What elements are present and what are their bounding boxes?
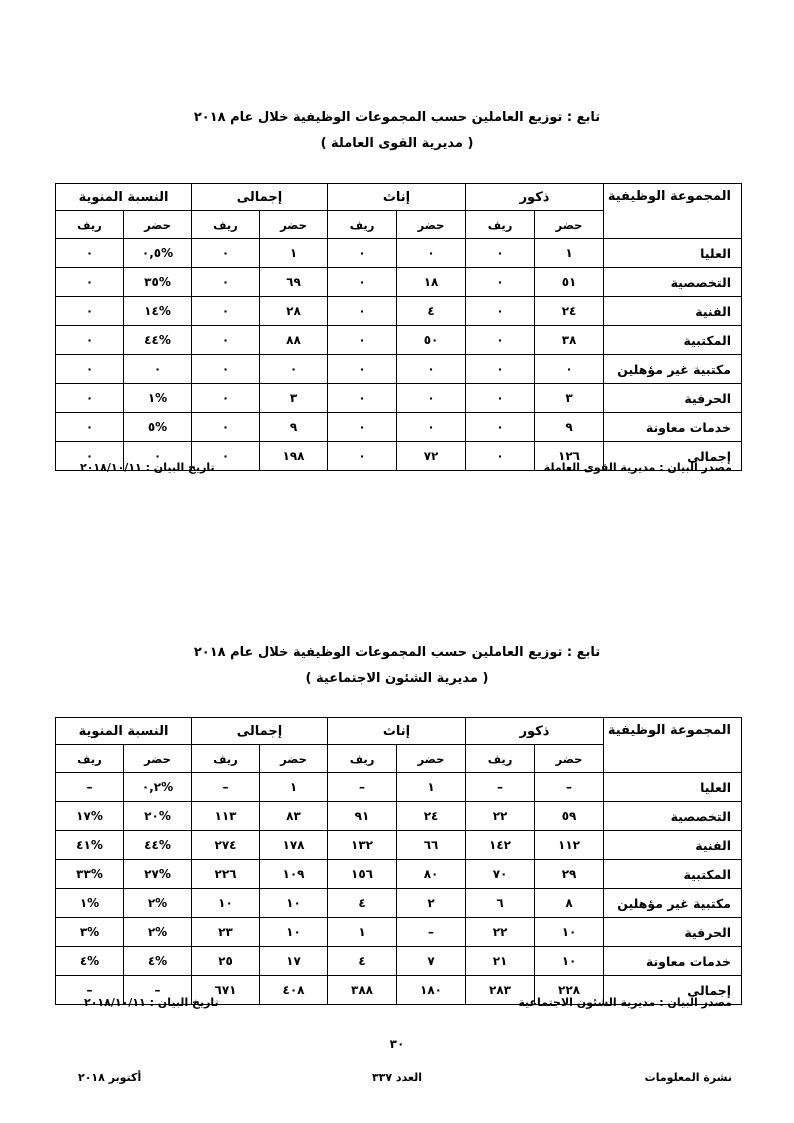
row-group-label: التخصصية	[604, 802, 742, 831]
header-males: ذكور	[466, 184, 604, 211]
header-females: إناث	[328, 184, 466, 211]
table-cell: %٤١	[56, 831, 124, 860]
table-cell: ٧٠	[466, 860, 535, 889]
table-cell: ٦٩	[260, 268, 328, 297]
subheader-urban: حضر	[260, 211, 328, 239]
table-cell: ١٨	[397, 268, 466, 297]
table-cell: ٨	[535, 889, 604, 918]
row-group-label: العليا	[604, 239, 742, 268]
table-cell: ٢٢	[466, 918, 535, 947]
subheader-rural: ريف	[328, 745, 397, 773]
table-cell: ٠	[192, 355, 260, 384]
table-cell: ٠	[56, 297, 124, 326]
table-cell: ٥٩	[535, 802, 604, 831]
table-cell: ٦	[466, 889, 535, 918]
table-cell: %٠,٥	[124, 239, 192, 268]
table-cell: ١	[535, 239, 604, 268]
table-cell: %٢	[124, 889, 192, 918]
table2-date: تاريخ البيان : ٢٠١٨/١٠/١١	[84, 996, 219, 1009]
table-row	[56, 802, 742, 831]
subheader-rural: ريف	[328, 211, 397, 239]
table-cell: ٠	[56, 326, 124, 355]
table-cell: ١١٣	[192, 802, 260, 831]
table-cell: ٨٠	[397, 860, 466, 889]
table-cell: %٣	[56, 918, 124, 947]
table-row	[56, 326, 742, 355]
table-row	[56, 355, 742, 384]
subheader-urban: حضر	[535, 211, 604, 239]
table-cell: –	[535, 773, 604, 802]
subheader-rural: ريف	[56, 211, 124, 239]
table-cell: ٠	[56, 239, 124, 268]
table-cell: –	[192, 773, 260, 802]
subheader-urban: حضر	[397, 211, 466, 239]
table-cell: ٦٧١	[192, 976, 260, 1005]
table-cell: ٠	[328, 268, 397, 297]
table2	[55, 717, 742, 1005]
table-cell: ١	[397, 773, 466, 802]
row-group-label: العليا	[604, 773, 742, 802]
table-cell: –	[397, 918, 466, 947]
row-group-label: مكتبية غير مؤهلين	[604, 355, 742, 384]
table1-source: مصدر البيان : مديرية القوى العاملة	[543, 461, 732, 474]
header-percent: النسبة المنوية	[56, 184, 192, 211]
table-cell: ٢٥	[192, 947, 260, 976]
table-cell: ٠	[56, 384, 124, 413]
subheader-urban: حضر	[124, 211, 192, 239]
row-group-label: إجمالى	[604, 442, 742, 471]
row-group-label: الفنية	[604, 297, 742, 326]
table-cell: ١	[260, 773, 328, 802]
table-cell: ١٠	[535, 947, 604, 976]
table-cell: ٧	[397, 947, 466, 976]
table-cell: ٢٨٣	[466, 976, 535, 1005]
table-cell: ٢١	[466, 947, 535, 976]
table-cell: %١٤	[124, 297, 192, 326]
subheader-rural: ريف	[56, 745, 124, 773]
table-cell: %٠,٢	[124, 773, 192, 802]
table-cell: ١٤٢	[466, 831, 535, 860]
table1-title: تابع : توزيع العاملين حسب المجموعات الوظيفية خلال عام ٢٠١٨	[193, 110, 601, 125]
table-cell: ٠	[466, 442, 535, 471]
table-cell: %١	[56, 889, 124, 918]
table-cell: ٧٢	[397, 442, 466, 471]
table-cell: ٠	[192, 413, 260, 442]
row-group-label: خدمات معاونة	[604, 947, 742, 976]
table-cell: %١٧	[56, 802, 124, 831]
table-row	[56, 268, 742, 297]
table-cell: ٣	[260, 384, 328, 413]
table-cell: ١٣٢	[328, 831, 397, 860]
table2-subtitle: ( مديرية الشئون الاجتماعية )	[305, 671, 489, 686]
subheader-urban: حضر	[397, 745, 466, 773]
row-group-label: الحرفية	[604, 384, 742, 413]
table-cell: –	[56, 773, 124, 802]
table-cell: ٢	[397, 889, 466, 918]
table-cell: %٤٤	[124, 831, 192, 860]
table-cell: ٠	[397, 384, 466, 413]
table-cell: ٠	[328, 442, 397, 471]
row-group-label: خدمات معاونة	[604, 413, 742, 442]
table-cell: %٣٥	[124, 268, 192, 297]
table-cell: ٠	[192, 384, 260, 413]
table-cell: ٠	[397, 413, 466, 442]
table-cell: %٥	[124, 413, 192, 442]
row-group-label: الفنية	[604, 831, 742, 860]
row-group-label: التخصصية	[604, 268, 742, 297]
subheader-rural: ريف	[192, 745, 260, 773]
table-cell: ٥٠	[397, 326, 466, 355]
table-cell: ٩١	[328, 802, 397, 831]
table-cell: ٤	[328, 947, 397, 976]
header-total: إجمالى	[192, 184, 328, 211]
table-cell: ٣٨٨	[328, 976, 397, 1005]
table-row	[56, 384, 742, 413]
table-cell: ٠	[56, 268, 124, 297]
table-cell: ٠	[124, 355, 192, 384]
table-cell: –	[56, 976, 124, 1005]
table-cell: %٤	[124, 947, 192, 976]
table-cell: ١٠٩	[260, 860, 328, 889]
table-cell: ٢٢	[466, 802, 535, 831]
row-group-label: المكتبية	[604, 326, 742, 355]
table-cell: %١	[124, 384, 192, 413]
table-cell: ٢٩	[535, 860, 604, 889]
header-percent: النسبة المنوية	[56, 718, 192, 745]
table-cell: ٠	[466, 355, 535, 384]
table-cell: ٠	[466, 268, 535, 297]
table-row	[56, 297, 742, 326]
table-cell: ٢٤	[397, 802, 466, 831]
table-cell: ١٠	[535, 918, 604, 947]
table-cell: ٠	[328, 239, 397, 268]
table-row	[56, 918, 742, 947]
table-row	[56, 413, 742, 442]
table-cell: ١٧٨	[260, 831, 328, 860]
table-row	[56, 889, 742, 918]
table-cell: ٢٨	[260, 297, 328, 326]
row-group-label: الحرفية	[604, 918, 742, 947]
footer-issue: العدد ٣٣٧	[371, 1071, 423, 1084]
table2-title: تابع : توزيع العاملين حسب المجموعات الوظيفية خلال عام ٢٠١٨	[193, 645, 601, 660]
table-cell: ١٢٦	[535, 442, 604, 471]
table-cell: ١٩٨	[260, 442, 328, 471]
table-cell: ٠	[466, 326, 535, 355]
header-group: المجموعة الوظيفية	[604, 184, 742, 239]
table-cell: ٣	[535, 384, 604, 413]
table-cell: ١٥٦	[328, 860, 397, 889]
table-cell: %٢٠	[124, 802, 192, 831]
table-cell: ٠	[56, 442, 124, 471]
table-cell: ٢٧٤	[192, 831, 260, 860]
table-row	[56, 860, 742, 889]
table-cell: ٠	[124, 442, 192, 471]
table-cell: ٨٣	[260, 802, 328, 831]
table-cell: %٤	[56, 947, 124, 976]
table-cell: %٤٤	[124, 326, 192, 355]
table-cell: ٠	[192, 297, 260, 326]
table-cell: ٨٨	[260, 326, 328, 355]
subheader-urban: حضر	[535, 745, 604, 773]
table-cell: ٣٨	[535, 326, 604, 355]
header-total: إجمالى	[192, 718, 328, 745]
table-cell: %٢	[124, 918, 192, 947]
subheader-urban: حضر	[260, 745, 328, 773]
table-cell: ٢٤	[535, 297, 604, 326]
table-row	[56, 947, 742, 976]
table-cell: ١٠	[260, 889, 328, 918]
table-cell: –	[328, 773, 397, 802]
table-cell: ١١٢	[535, 831, 604, 860]
table-cell: ٠	[328, 413, 397, 442]
table-cell: ١٧	[260, 947, 328, 976]
table1-subtitle: ( مديرية القوى العاملة )	[320, 136, 474, 151]
row-group-label: إجمالى	[604, 976, 742, 1005]
table-cell: ٠	[397, 355, 466, 384]
table1	[55, 183, 742, 471]
table-cell: ٠	[328, 326, 397, 355]
table-cell: ٠	[192, 442, 260, 471]
table-cell: ٠	[397, 239, 466, 268]
table-cell: ٩	[260, 413, 328, 442]
table-cell: ٤	[328, 889, 397, 918]
table-cell: –	[124, 976, 192, 1005]
subheader-rural: ريف	[192, 211, 260, 239]
subheader-urban: حضر	[124, 745, 192, 773]
table-cell: ٠	[56, 413, 124, 442]
table-cell: ١	[328, 918, 397, 947]
table-cell: ٤٠٨	[260, 976, 328, 1005]
table-cell: ٠	[328, 297, 397, 326]
page-number: ٣٠	[389, 1037, 405, 1051]
table-cell: %٣٣	[56, 860, 124, 889]
table-cell: ٠	[328, 355, 397, 384]
subheader-rural: ريف	[466, 211, 535, 239]
table-cell: –	[466, 773, 535, 802]
table-cell: ٠	[466, 239, 535, 268]
table-cell: ٠	[56, 355, 124, 384]
table-cell: %٢٧	[124, 860, 192, 889]
table-cell: ١٨٠	[397, 976, 466, 1005]
table-cell: ٢٣	[192, 918, 260, 947]
table-cell: ٢٢٨	[535, 976, 604, 1005]
table-cell: ١٠	[260, 918, 328, 947]
table-cell: ٢٢٦	[192, 860, 260, 889]
table2-source: مصدر البيان : مديرية الشئون الاجتماعية	[518, 996, 732, 1009]
table-cell: ٤	[397, 297, 466, 326]
table-cell: ٠	[260, 355, 328, 384]
table-cell: ٠	[466, 384, 535, 413]
table-cell: ٥١	[535, 268, 604, 297]
table-cell: ٠	[192, 268, 260, 297]
table-cell: ٠	[192, 326, 260, 355]
row-group-label: مكتبية غير مؤهلين	[604, 889, 742, 918]
subheader-rural: ريف	[466, 745, 535, 773]
table-row	[56, 831, 742, 860]
table-cell: ٦٦	[397, 831, 466, 860]
footer-date: أكتوبر ٢٠١٨	[78, 1071, 142, 1084]
table-cell: ٠	[535, 355, 604, 384]
header-males: ذكور	[466, 718, 604, 745]
table-row	[56, 239, 742, 268]
table1-date: تاريخ البيان : ٢٠١٨/١٠/١١	[80, 461, 215, 474]
header-females: إناث	[328, 718, 466, 745]
footer-publication: نشرة المعلومات	[644, 1071, 732, 1084]
table-cell: ٩	[535, 413, 604, 442]
table-cell: ٠	[466, 297, 535, 326]
table-cell: ٠	[328, 384, 397, 413]
table-cell: ١٠	[192, 889, 260, 918]
table-cell: ١	[260, 239, 328, 268]
table-row	[56, 773, 742, 802]
row-group-label: المكتبية	[604, 860, 742, 889]
table-cell: ٠	[466, 413, 535, 442]
table-cell: ٠	[192, 239, 260, 268]
header-group: المجموعة الوظيفية	[604, 718, 742, 773]
